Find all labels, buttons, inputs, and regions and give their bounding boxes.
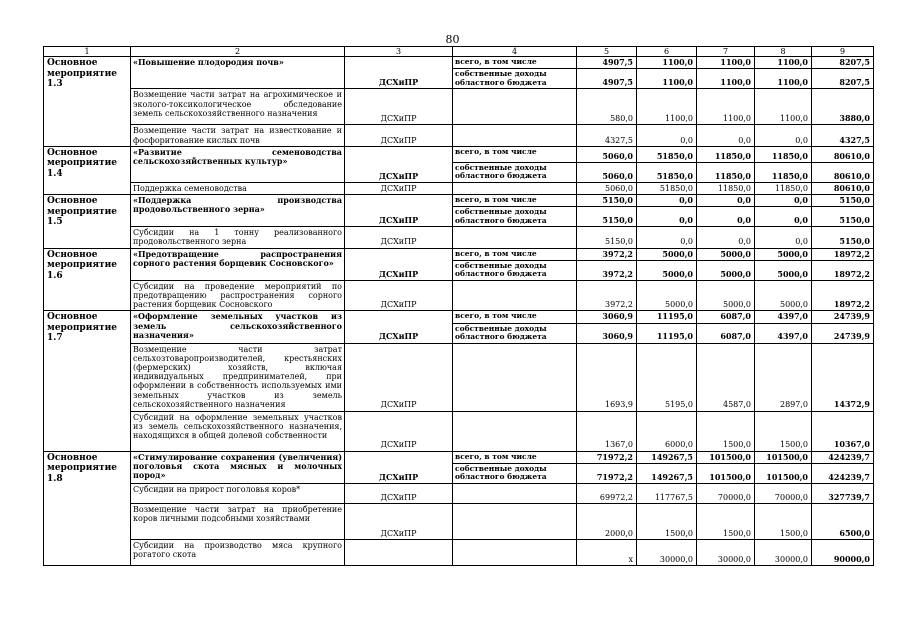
- item-name: Поддержка семеноводства: [131, 182, 345, 194]
- value-cell: 5060,0: [577, 146, 637, 162]
- value-cell: 71972,2: [577, 463, 637, 483]
- value-cell: 1500,0: [697, 503, 755, 539]
- source-cell: собственные доходы областного бюджета: [453, 207, 577, 227]
- col-header: 7: [697, 47, 755, 57]
- table-row: [44, 539, 874, 565]
- value-cell: 5195,0: [637, 343, 697, 411]
- value-cell: 11850,0: [697, 162, 755, 182]
- value-cell: 4907,5: [577, 69, 637, 89]
- value-cell: 1100,0: [697, 89, 755, 125]
- value-cell: 80610,0: [812, 182, 874, 194]
- value-cell: 11850,0: [755, 162, 812, 182]
- value-cell: 6087,0: [697, 323, 755, 343]
- executor-cell: ДСХиПР: [345, 343, 453, 411]
- col-header: 6: [637, 47, 697, 57]
- value-cell: 80610,0: [812, 162, 874, 182]
- value-cell: 5000,0: [697, 280, 755, 311]
- value-cell: 0,0: [637, 207, 697, 227]
- source-cell: [453, 280, 577, 311]
- executor-cell: ДСХиПР: [345, 146, 453, 182]
- source-cell: собственные доходы областного бюджета: [453, 323, 577, 343]
- table-row: [44, 451, 874, 463]
- source-cell: собственные доходы областного бюджета: [453, 260, 577, 280]
- value-cell: 3060,9: [577, 323, 637, 343]
- table-row: [44, 483, 874, 503]
- value-cell: 4907,5: [577, 57, 637, 69]
- value-cell: 101500,0: [755, 451, 812, 463]
- col-header: 9: [812, 47, 874, 57]
- value-cell: 0,0: [755, 125, 812, 146]
- value-cell: 1100,0: [755, 57, 812, 69]
- item-name: Субсидии на проведение мероприятий по предотвращению распространения сорного растения борщевик Сосновского: [131, 280, 345, 311]
- value-cell: 90000,0: [812, 539, 874, 565]
- value-cell: 11850,0: [755, 146, 812, 162]
- value-cell: 0,0: [755, 227, 812, 248]
- value-cell: 1500,0: [755, 411, 812, 451]
- measure-label: Основное мероприятие 1.5: [44, 195, 131, 249]
- col-header: 2: [131, 47, 345, 57]
- measure-title: «Стимулирование сохранения (увеличения) поголовья скота мясных и молочных пород»: [131, 451, 345, 483]
- table-row: [44, 182, 874, 194]
- table-row: [44, 280, 874, 311]
- value-cell: 8207,5: [812, 69, 874, 89]
- value-cell: 117767,5: [637, 483, 697, 503]
- value-cell: 0,0: [697, 207, 755, 227]
- value-cell: x: [577, 539, 637, 565]
- table-row: [44, 411, 874, 451]
- table-row: [44, 227, 874, 248]
- source-cell: [453, 503, 577, 539]
- value-cell: 0,0: [697, 195, 755, 207]
- value-cell: 24739,9: [812, 311, 874, 323]
- value-cell: 0,0: [755, 195, 812, 207]
- measure-title: «Оформление земельных участков из земель сельскохозяйственного назначения»: [131, 311, 345, 343]
- table-row: [44, 248, 874, 260]
- source-cell: [453, 227, 577, 248]
- item-name: Субсидии на прирост поголовья коров*: [131, 483, 345, 503]
- value-cell: 5150,0: [577, 195, 637, 207]
- executor-cell: ДСХиПР: [345, 57, 453, 89]
- value-cell: 5000,0: [637, 280, 697, 311]
- value-cell: 1367,0: [577, 411, 637, 451]
- value-cell: 0,0: [755, 207, 812, 227]
- item-name: Возмещение части затрат на известкование и фосфоритование кислых почв: [131, 125, 345, 146]
- value-cell: 5150,0: [577, 227, 637, 248]
- value-cell: 5150,0: [812, 227, 874, 248]
- value-cell: 0,0: [637, 195, 697, 207]
- source-cell: [453, 125, 577, 146]
- table-row: [44, 146, 874, 162]
- value-cell: 11850,0: [697, 182, 755, 194]
- measure-label: Основное мероприятие 1.7: [44, 311, 131, 451]
- value-cell: 4397,0: [755, 311, 812, 323]
- table-row: [44, 343, 874, 411]
- executor-cell: ДСХиПР: [345, 248, 453, 280]
- value-cell: 80610,0: [812, 146, 874, 162]
- budget-table: [43, 46, 874, 566]
- item-name: Возмещение части затрат на агрохимическое и эколого-токсикологическое обследование земель сельскохозяйственного назначения: [131, 89, 345, 125]
- value-cell: 8207,5: [812, 57, 874, 69]
- executor-cell: ДСХиПР: [345, 125, 453, 146]
- value-cell: 3972,2: [577, 280, 637, 311]
- executor-cell: ДСХиПР: [345, 89, 453, 125]
- value-cell: 1100,0: [637, 57, 697, 69]
- col-header: 5: [577, 47, 637, 57]
- value-cell: 1100,0: [755, 89, 812, 125]
- table-row: [44, 311, 874, 323]
- measure-label: Основное мероприятие 1.3: [44, 57, 131, 147]
- value-cell: 30000,0: [697, 539, 755, 565]
- executor-cell: [345, 539, 453, 565]
- item-name: Субсидий на оформление земельных участков из земель сельскохозяйственного назначения, находящихся в общей долевой собственности: [131, 411, 345, 451]
- value-cell: 5000,0: [755, 280, 812, 311]
- value-cell: 2000,0: [577, 503, 637, 539]
- value-cell: 101500,0: [697, 451, 755, 463]
- value-cell: 18972,2: [812, 280, 874, 311]
- value-cell: 149267,5: [637, 463, 697, 483]
- source-cell: всего, в том числе: [453, 248, 577, 260]
- value-cell: 5060,0: [577, 182, 637, 194]
- value-cell: 5150,0: [577, 207, 637, 227]
- value-cell: 4587,0: [697, 343, 755, 411]
- value-cell: 580,0: [577, 89, 637, 125]
- value-cell: 11195,0: [637, 323, 697, 343]
- value-cell: 1100,0: [697, 57, 755, 69]
- value-cell: 3880,0: [812, 89, 874, 125]
- value-cell: 1100,0: [755, 69, 812, 89]
- item-name: Возмещение части затрат сельхозтоваропроизводителей, крестьянских (фермерских) хозяйств, включая индивидуальных предпринимателей, при оформлении в собственность используемых ими земельных участков из земель сельскохозяйственного назначения: [131, 343, 345, 411]
- value-cell: 5000,0: [697, 260, 755, 280]
- source-cell: всего, в том числе: [453, 311, 577, 323]
- value-cell: 5000,0: [755, 260, 812, 280]
- value-cell: 6500,0: [812, 503, 874, 539]
- measure-title: «Развитие семеноводства сельскохозяйственных культур»: [131, 146, 345, 182]
- source-cell: собственные доходы областного бюджета: [453, 162, 577, 182]
- value-cell: 10367,0: [812, 411, 874, 451]
- value-cell: 101500,0: [697, 463, 755, 483]
- value-cell: 1100,0: [637, 89, 697, 125]
- table-row: [44, 195, 874, 207]
- value-cell: 51850,0: [637, 182, 697, 194]
- value-cell: 3972,2: [577, 248, 637, 260]
- value-cell: 424239,7: [812, 451, 874, 463]
- source-cell: всего, в том числе: [453, 451, 577, 463]
- executor-cell: ДСХиПР: [345, 280, 453, 311]
- value-cell: 14372,9: [812, 343, 874, 411]
- value-cell: 24739,9: [812, 323, 874, 343]
- value-cell: 1693,9: [577, 343, 637, 411]
- executor-cell: ДСХиПР: [345, 411, 453, 451]
- value-cell: 5060,0: [577, 162, 637, 182]
- value-cell: 6087,0: [697, 311, 755, 323]
- measure-label: Основное мероприятие 1.6: [44, 248, 131, 311]
- measure-label: Основное мероприятие 1.8: [44, 451, 131, 565]
- executor-cell: ДСХиПР: [345, 311, 453, 343]
- measure-title: «Предотвращение распространения сорного растения борщевик Сосновского»: [131, 248, 345, 280]
- measure-title: «Повышение плодородия почв»: [131, 57, 345, 89]
- value-cell: 0,0: [637, 125, 697, 146]
- source-cell: всего, в том числе: [453, 195, 577, 207]
- value-cell: 1500,0: [697, 411, 755, 451]
- value-cell: 69972,2: [577, 483, 637, 503]
- executor-cell: ДСХиПР: [345, 503, 453, 539]
- table-row: [44, 57, 874, 69]
- value-cell: 18972,2: [812, 260, 874, 280]
- col-header: 8: [755, 47, 812, 57]
- value-cell: 1500,0: [755, 503, 812, 539]
- value-cell: 1100,0: [697, 69, 755, 89]
- value-cell: 5000,0: [637, 248, 697, 260]
- executor-cell: ДСХиПР: [345, 227, 453, 248]
- value-cell: 101500,0: [755, 463, 812, 483]
- value-cell: 11195,0: [637, 311, 697, 323]
- measure-label: Основное мероприятие 1.4: [44, 146, 131, 194]
- col-header: 1: [44, 47, 131, 57]
- value-cell: 3972,2: [577, 260, 637, 280]
- value-cell: 4327,5: [577, 125, 637, 146]
- value-cell: 5000,0: [755, 248, 812, 260]
- value-cell: 5150,0: [812, 207, 874, 227]
- value-cell: 71972,2: [577, 451, 637, 463]
- header-row: [44, 47, 874, 57]
- value-cell: 6000,0: [637, 411, 697, 451]
- source-cell: [453, 483, 577, 503]
- value-cell: 51850,0: [637, 162, 697, 182]
- source-cell: собственные доходы областного бюджета: [453, 463, 577, 483]
- executor-cell: ДСХиПР: [345, 451, 453, 483]
- value-cell: 149267,5: [637, 451, 697, 463]
- source-cell: [453, 539, 577, 565]
- value-cell: 11850,0: [755, 182, 812, 194]
- value-cell: 30000,0: [637, 539, 697, 565]
- value-cell: 1100,0: [637, 69, 697, 89]
- col-header: 3: [345, 47, 453, 57]
- value-cell: 5000,0: [637, 260, 697, 280]
- value-cell: 70000,0: [755, 483, 812, 503]
- source-cell: [453, 89, 577, 125]
- item-name: Возмещение части затрат на приобретение коров личными подсобными хозяйствами: [131, 503, 345, 539]
- value-cell: 327739,7: [812, 483, 874, 503]
- value-cell: 51850,0: [637, 146, 697, 162]
- value-cell: 0,0: [697, 227, 755, 248]
- measure-title: «Поддержка производства продовольственного зерна»: [131, 195, 345, 227]
- value-cell: 70000,0: [697, 483, 755, 503]
- table-row: [44, 89, 874, 125]
- table-row: [44, 503, 874, 539]
- value-cell: 5150,0: [812, 195, 874, 207]
- source-cell: всего, в том числе: [453, 57, 577, 69]
- source-cell: собственные доходы областного бюджета: [453, 69, 577, 89]
- item-name: Субсидии на производство мяса крупного рогатого скота: [131, 539, 345, 565]
- value-cell: 0,0: [697, 125, 755, 146]
- value-cell: 1500,0: [637, 503, 697, 539]
- value-cell: 30000,0: [755, 539, 812, 565]
- executor-cell: ДСХиПР: [345, 483, 453, 503]
- page-number: 80: [445, 33, 460, 46]
- value-cell: 18972,2: [812, 248, 874, 260]
- item-name: Субсидии на 1 тонну реализованного продовольственного зерна: [131, 227, 345, 248]
- executor-cell: ДСХиПР: [345, 195, 453, 227]
- value-cell: 4397,0: [755, 323, 812, 343]
- source-cell: [453, 411, 577, 451]
- executor-cell: ДСХиПР: [345, 182, 453, 194]
- col-header: 4: [453, 47, 577, 57]
- source-cell: всего, в том числе: [453, 146, 577, 162]
- value-cell: 0,0: [637, 227, 697, 248]
- source-cell: [453, 182, 577, 194]
- source-cell: [453, 343, 577, 411]
- value-cell: 3060,9: [577, 311, 637, 323]
- table-row: [44, 125, 874, 146]
- value-cell: 2897,0: [755, 343, 812, 411]
- value-cell: 5000,0: [697, 248, 755, 260]
- value-cell: 4327,5: [812, 125, 874, 146]
- value-cell: 424239,7: [812, 463, 874, 483]
- value-cell: 11850,0: [697, 146, 755, 162]
